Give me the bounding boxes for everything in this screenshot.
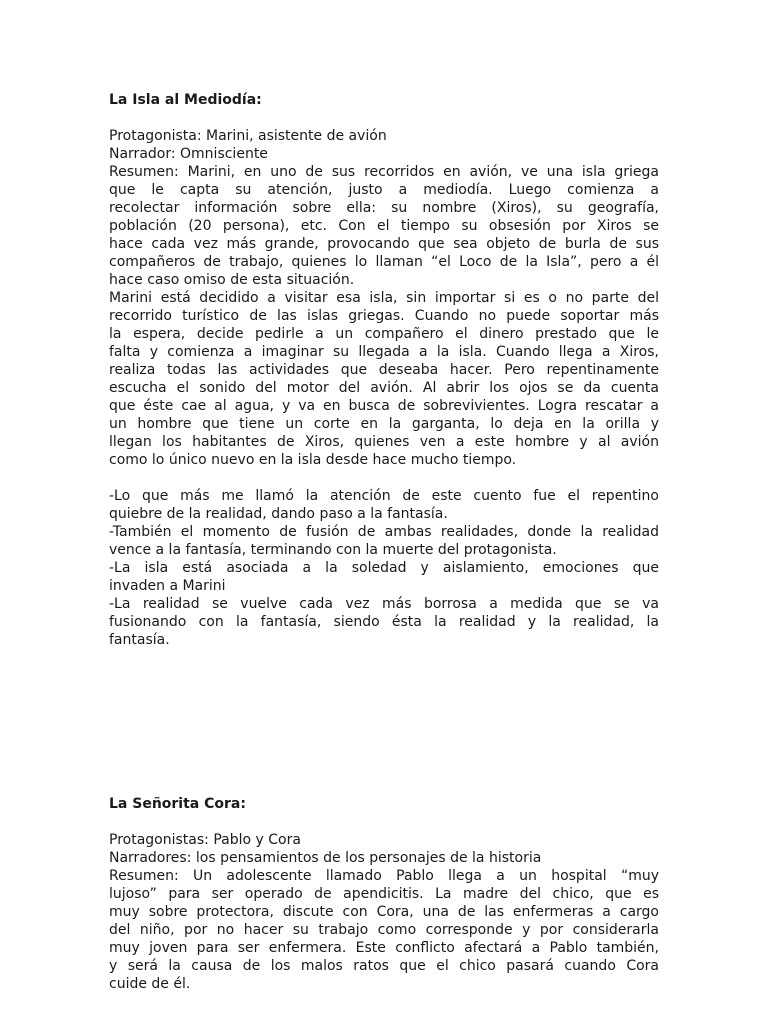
text-line: compañeros de trabajo, quienes lo llaman “el Loco de la Isla”, pero a él <box>109 254 659 270</box>
text-line: invaden a Marini <box>109 578 226 594</box>
text-line: -También el momento de fusión de ambas realidades, donde la realidad <box>109 524 659 540</box>
text-line: -La realidad se vuelve cada vez más borrosa a medida que se va <box>109 596 659 612</box>
text-line: fusionando con la fantasía, siendo ésta la realidad y la realidad, la <box>109 614 659 630</box>
text-line: -La isla está asociada a la soledad y aislamiento, emociones que <box>109 560 659 576</box>
text-line: población (20 persona), etc. Con el tiempo su obsesión por Xiros se <box>109 218 659 234</box>
text-line: realiza todas las actividades que deseaba hacer. Pero repentinamente <box>109 362 659 378</box>
text-line: recolectar información sobre ella: su nombre (Xiros), su geografía, <box>109 200 659 216</box>
paragraph-gap <box>109 469 659 487</box>
text-line: -Lo que más me llamó la atención de este cuento fue el repentino <box>109 488 659 504</box>
text-line: escucha el sonido del motor del avión. Al abrir los ojos se da cuenta <box>109 380 659 396</box>
text-line: Protagonistas: Pablo y Cora <box>109 832 301 848</box>
text-line: falta y comienza a imaginar su llegada a la isla. Cuando llega a Xiros, <box>109 344 659 360</box>
text-line: hace caso omiso de esta situación. <box>109 272 355 288</box>
text-line: hace cada vez más grande, provocando que sea objeto de burla de sus <box>109 236 659 252</box>
text-line: como lo único nuevo en la isla desde hace mucho tiempo. <box>109 452 517 468</box>
text-line: Narradores: los pensamientos de los personajes de la historia <box>109 850 542 866</box>
text-line: lujoso” para ser operado de apendicitis. La madre del chico, que es <box>109 886 659 902</box>
section-title: La Isla al Mediodía: <box>109 92 262 108</box>
text-line: Protagonista: Marini, asistente de avión <box>109 128 387 144</box>
text-line: Resumen: Marini, en uno de sus recorridos en avión, ve una isla griega <box>109 164 659 180</box>
text-line: quiebre de la realidad, dando paso a la fantasía. <box>109 506 448 522</box>
text-line: del niño, por no hacer su trabajo como corresponde y por considerarla <box>109 922 659 938</box>
text-line: muy joven para ser enfermera. Este conflicto afectará a Pablo también, <box>109 940 659 956</box>
text-line: llegan los habitantes de Xiros, quienes ven a este hombre y al avión <box>109 434 659 450</box>
text-line: fantasía. <box>109 632 170 648</box>
section-title: La Señorita Cora: <box>109 796 246 812</box>
text-line: recorrido turístico de las islas griegas. Cuando no puede soportar más <box>109 308 659 324</box>
text-line: muy sobre protectora, discute con Cora, una de las enfermeras a cargo <box>109 904 659 920</box>
text-line: Narrador: Omnisciente <box>109 146 268 162</box>
section-body <box>109 127 659 649</box>
text-line: que le capta su atención, justo a mediodía. Luego comienza a <box>109 182 659 198</box>
text-line: que éste cae al agua, y va en busca de sobrevivientes. Logra rescatar a <box>109 398 659 414</box>
text-line: Resumen: Un adolescente llamado Pablo llega a un hospital “muy <box>109 868 659 884</box>
text-line: un hombre que tiene un corte en la garganta, lo deja en la orilla y <box>109 416 659 432</box>
text-line: Marini está decidido a visitar esa isla, sin importar si es o no parte del <box>109 290 659 306</box>
text-line: cuide de él. <box>109 976 191 992</box>
story-section-isla <box>109 91 659 649</box>
text-line: la espera, decide pedirle a un compañero el dinero prestado que le <box>109 326 659 342</box>
section-body <box>109 831 659 993</box>
text-line: y será la causa de los malos ratos que el chico pasará cuando Cora <box>109 958 659 974</box>
story-section-cora <box>109 795 659 993</box>
text-line: vence a la fantasía, terminando con la muerte del protagonista. <box>109 542 557 558</box>
